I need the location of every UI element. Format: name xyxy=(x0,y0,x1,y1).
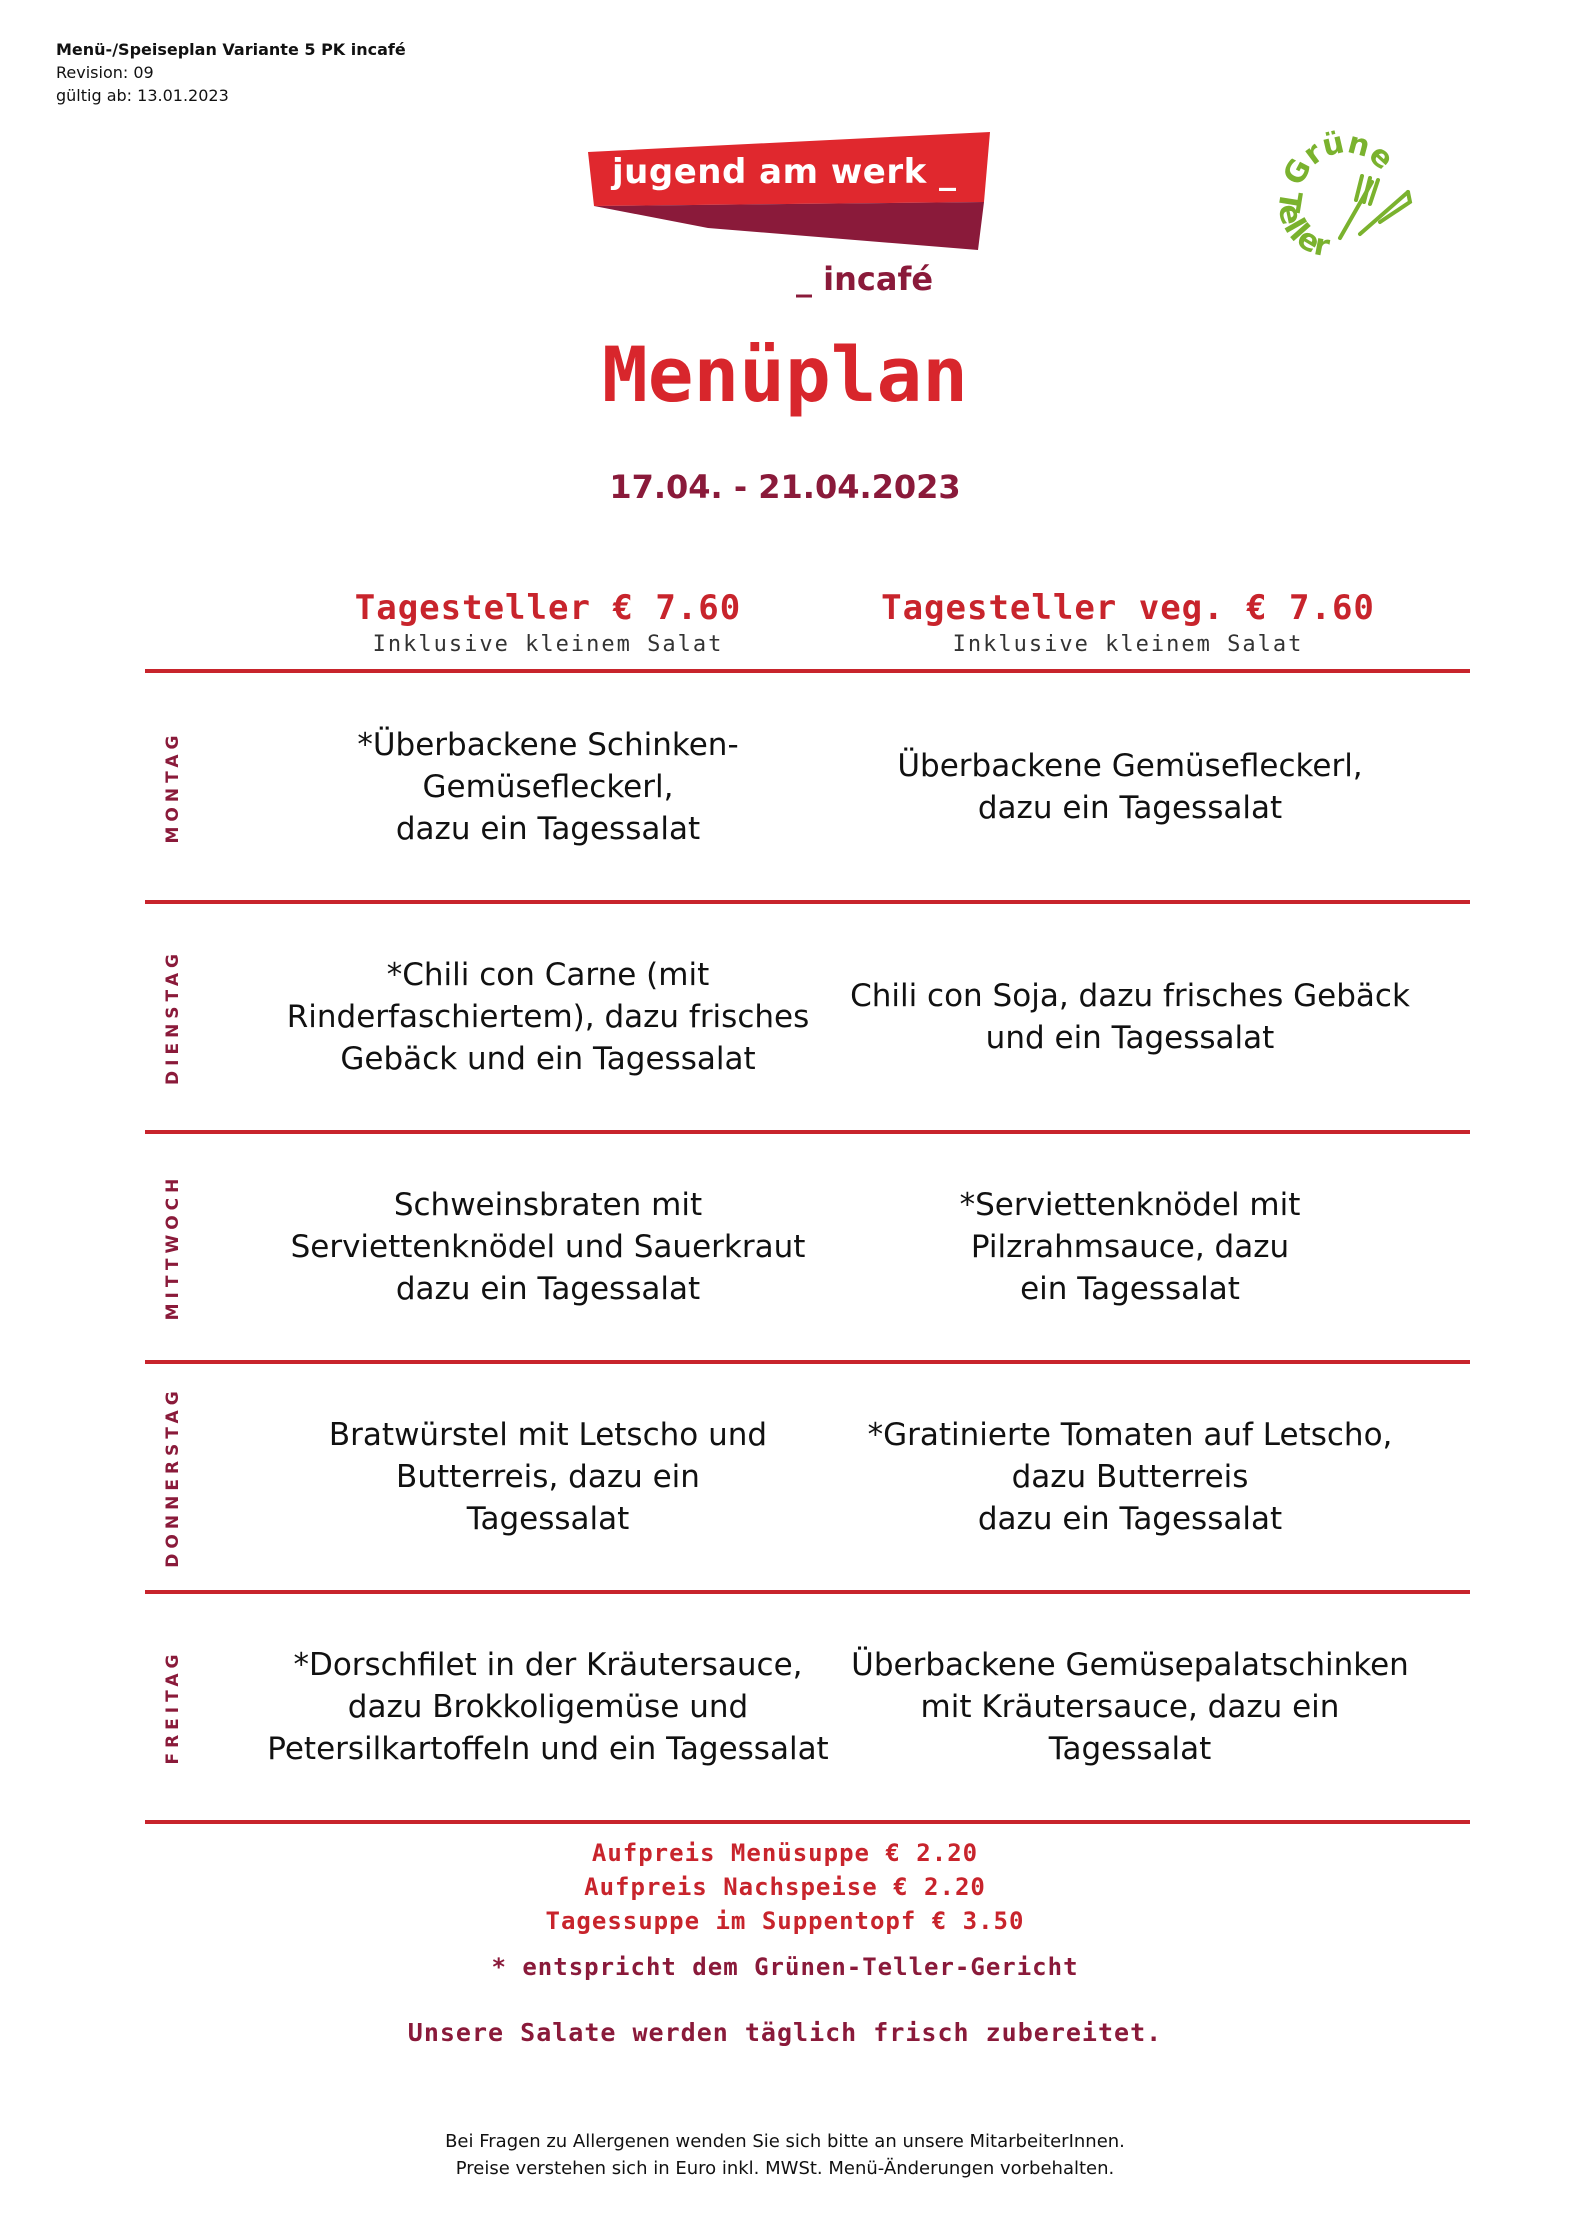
divider xyxy=(145,669,1470,673)
dish-veg-mittwoch: *Serviettenknödel mit Pilzrahmsauce, dazu ein Tagessalat xyxy=(959,1187,1301,1307)
badge-line2: Teller xyxy=(1270,188,1333,265)
gruener-teller-badge xyxy=(1260,130,1420,270)
footer xyxy=(0,2128,1570,2182)
svg-text:Teller xyxy=(1270,188,1332,264)
dish-meat-dienstag: *Chili con Carne (mit Rinderfaschiertem), dazu frisches Gebäck und ein Tagessalat xyxy=(286,957,810,1077)
dish-veg-dienstag: Chili con Soja, dazu frisches Gebäck und ein Tagessalat xyxy=(850,978,1410,1056)
logo-subtitle: _ incafé xyxy=(796,260,934,298)
jugend-am-werk-logo xyxy=(588,130,998,300)
extra-dessert: Aufpreis Nachspeise € 2.20 xyxy=(584,1873,986,1901)
meta-title: Menü-/Speiseplan Variante 5 PK incafé xyxy=(56,40,406,59)
divider xyxy=(145,1360,1470,1364)
divider xyxy=(145,1130,1470,1134)
dish-meat-mittwoch: Schweinsbraten mit Serviettenknödel und Sauerkraut dazu ein Tagessalat xyxy=(290,1187,806,1307)
day-label-dienstag: DIENSTAG xyxy=(163,949,183,1085)
column-title-veg: Tagesteller veg. € 7.60 xyxy=(881,588,1375,628)
day-label-freitag: FREITAG xyxy=(163,1649,183,1765)
dish-meat-freitag: *Dorschfilet in der Kräutersauce, dazu Brokkoligemüse und Petersilkartoffeln und ein Tagessalat xyxy=(267,1647,829,1767)
column-title-meat: Tagesteller € 7.60 xyxy=(354,588,742,628)
footer-line1: Bei Fragen zu Allergenen wenden Sie sich bitte an unsere MitarbeiterInnen. xyxy=(445,2131,1125,2152)
document-meta xyxy=(56,38,406,107)
salad-note: Unsere Salate werden täglich frisch zubereitet. xyxy=(407,2018,1163,2047)
dish-meat-donnerstag: Bratwürstel mit Letscho und Butterreis, dazu ein Tagessalat xyxy=(328,1417,768,1537)
meta-revision: Revision: 09 xyxy=(56,63,154,82)
day-label-montag: MONTAG xyxy=(163,730,183,844)
column-header-meat xyxy=(248,588,848,657)
meta-valid-from: gültig ab: 13.01.2023 xyxy=(56,86,229,105)
column-sub-veg: Inklusive kleinem Salat xyxy=(952,632,1304,657)
dish-veg-freitag: Überbackene Gemüsepalatschinken mit Kräutersauce, dazu ein Tagessalat xyxy=(851,1647,1409,1767)
green-plate-note: * entspricht dem Grünen-Teller-Gericht xyxy=(491,1953,1079,1981)
logo-text: jugend am werk _ xyxy=(612,152,957,192)
dish-meat-montag: *Überbackene Schinken- Gemüsefleckerl, dazu ein Tagessalat xyxy=(357,727,739,847)
column-sub-meat: Inklusive kleinem Salat xyxy=(372,632,724,657)
extra-soup: Aufpreis Menüsuppe € 2.20 xyxy=(591,1839,979,1867)
divider xyxy=(145,1590,1470,1594)
footer-line2: Preise verstehen sich in Euro inkl. MWSt. Menü-Änderungen vorbehalten. xyxy=(455,2158,1115,2179)
divider xyxy=(145,900,1470,904)
extras-prices xyxy=(0,1836,1570,1938)
date-range: 17.04. - 21.04.2023 xyxy=(609,468,961,506)
badge-line1: Grüne xyxy=(1276,130,1401,192)
day-label-mittwoch: MITTWOCH xyxy=(163,1173,183,1321)
day-label-donnerstag: DONNERSTAG xyxy=(163,1386,183,1568)
gruener-teller-icon xyxy=(1260,130,1420,270)
column-header-veg xyxy=(828,588,1428,657)
dish-veg-donnerstag: *Gratinierte Tomaten auf Letscho, dazu Butterreis dazu ein Tagessalat xyxy=(867,1417,1393,1537)
page-title: Menüplan xyxy=(601,330,969,419)
divider xyxy=(145,1820,1470,1824)
dish-veg-montag: Überbackene Gemüsefleckerl, dazu ein Tagessalat xyxy=(897,748,1363,826)
extra-soup-pot: Tagessuppe im Suppentopf € 3.50 xyxy=(545,1907,1025,1935)
